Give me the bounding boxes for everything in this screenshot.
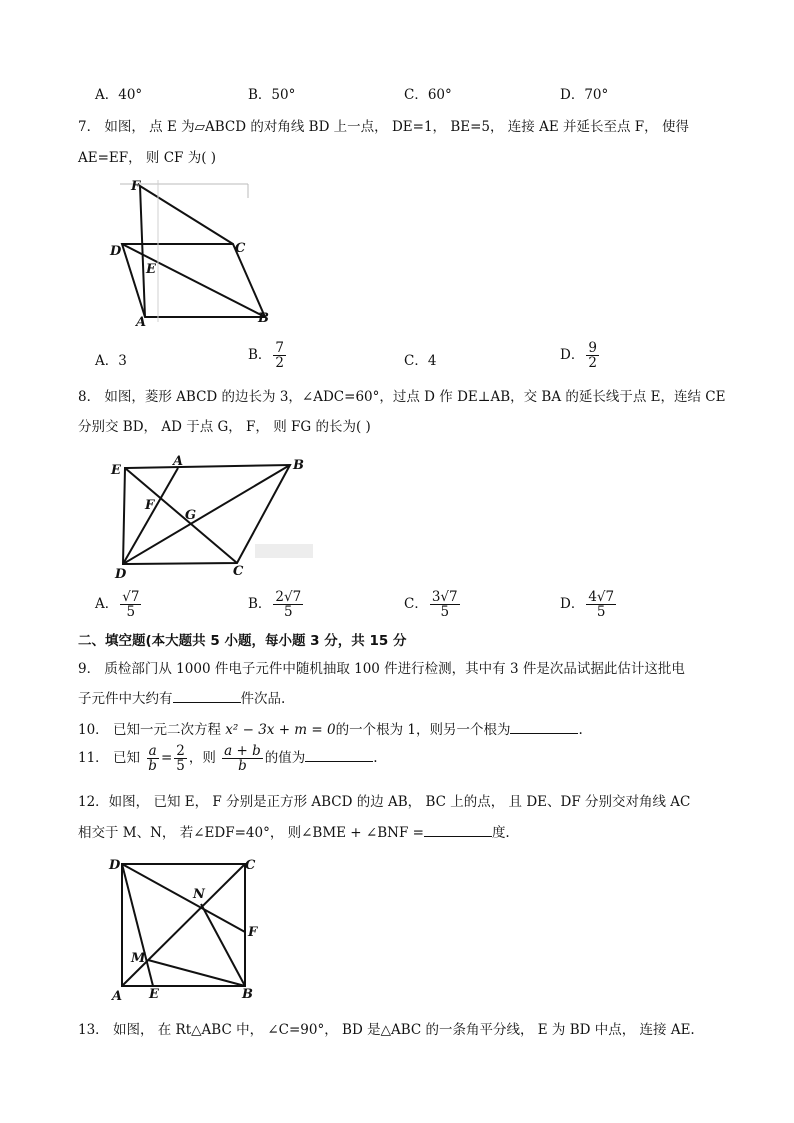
q8-option-c [404, 590, 462, 619]
q7-option-d-prefix: D． [560, 347, 585, 364]
q8-label-g: G [185, 508, 197, 523]
q7-option-d [560, 341, 601, 370]
q7-label-a: A [136, 315, 147, 330]
q7-option-b-fraction [273, 341, 286, 370]
q10-suffix: 的一个根为 1，则另一个根为 [335, 722, 511, 738]
q12-label-a: A [112, 989, 123, 1004]
q7-option-c: C．4 [404, 353, 437, 369]
q8-label-d: D [115, 567, 127, 582]
q8-label-c: C [233, 564, 244, 579]
q10-prefix: 10． 已知一元二次方程 [78, 722, 221, 738]
q12-answer-blank [424, 824, 492, 837]
q6-option-b: B．50° [248, 87, 296, 103]
q13-text-line1: 13． 如图， 在 Rt△ABC 中， ∠C=90°， BD 是△ABC 的一条角平分线， E 为 BD 中点， 连接 AE. [78, 1022, 695, 1038]
q8-text-line1: 8． 如图，菱形 ABCD 的边长为 3，∠ADC=60°，过点 D 作 DE⊥AB，交 BA 的延长线于点 E，连结 CE [78, 389, 726, 405]
q12-label-b: B [242, 987, 253, 1002]
q10-equation: x² − 3x + m = 0 [225, 722, 336, 738]
q11-fraction-2-over-5 [174, 744, 187, 773]
q6-option-a: A．40° [95, 87, 143, 103]
q8-option-a [95, 590, 143, 619]
q6-option-d: D．70° [560, 87, 609, 103]
q8-option-d-den: 5 [596, 604, 606, 621]
q10-answer-blank [510, 721, 578, 734]
q7-label-e: E [146, 262, 156, 277]
q11-prefix: 11． 已知 [78, 750, 140, 767]
q10-end: . [578, 722, 583, 738]
q11-f1-den: b [148, 758, 157, 775]
q8-label-a: A [173, 454, 184, 469]
q8-option-c-den: 5 [440, 604, 450, 621]
q7-text-line1: 7． 如图， 点 E 为▱ABCD 的对角线 BD 上一点， DE=1， BE=5， 连接 AE 并延长至点 F， 使得 [78, 119, 689, 135]
q8-option-b-fraction [273, 590, 303, 619]
q8-option-a-prefix: A． [95, 596, 119, 613]
q7-option-d-num: 9 [588, 340, 597, 356]
q6-option-c: C．60° [404, 87, 452, 103]
q11-fraction-apb-over-b [222, 744, 263, 773]
q8-option-d [560, 590, 618, 619]
q8-option-b [248, 590, 305, 619]
q8-option-d-prefix: D． [560, 596, 585, 613]
q12-label-f: F [248, 925, 258, 940]
q8-option-b-prefix: B． [248, 596, 272, 613]
q8-option-a-num: √7 [122, 589, 140, 605]
q8-option-a-den: 5 [126, 604, 136, 621]
q11-f3-num: a + b [224, 743, 261, 759]
q11-fraction-a-over-b [146, 744, 159, 773]
q8-option-c-prefix: C． [404, 596, 428, 613]
q8-rhombus-figure [105, 452, 320, 587]
q8-option-b-den: 5 [284, 604, 293, 621]
q7-text-line2: AE=EF， 则 CF 为( ) [78, 150, 217, 166]
q9-text-line1: 9． 质检部门从 1000 件电子元件中随机抽取 100 件进行检测，其中有 3 件是次品试据此估计这批电 [78, 661, 685, 677]
q10-text [78, 718, 583, 738]
q12-label-n: N [193, 887, 205, 902]
q11-answer-blank [305, 749, 373, 762]
q11-f2-num: 2 [176, 743, 185, 759]
q12-square-figure [105, 852, 265, 1004]
q7-option-d-fraction [586, 341, 599, 370]
q12-line2-start: 相交于 M、N， 若∠EDF=40°， 则∠BME + ∠BNF = [78, 825, 424, 841]
q7-label-d: D [110, 244, 122, 259]
q12-label-c: C [245, 858, 256, 873]
q11-text [78, 744, 378, 773]
q8-text-line2: 分别交 BD， AD 于点 G， F， 则 FG 的长为( ) [78, 419, 371, 435]
q11-equals: = [160, 750, 173, 767]
q9-line2-end: 件次品. [240, 691, 286, 707]
q7-option-b-num: 7 [275, 340, 285, 356]
q8-label-f: F [145, 498, 155, 513]
q7-option-b [248, 341, 288, 370]
q9-line2-start: 子元件中大约有 [78, 691, 173, 707]
q11-suffix: 的值为 [264, 750, 306, 767]
q7-option-b-prefix: B． [248, 347, 272, 364]
q9-text-line2 [78, 687, 285, 707]
q12-text-line2 [78, 821, 510, 841]
q12-label-d: D [109, 858, 121, 873]
q8-option-d-fraction [586, 590, 616, 619]
q8-label-b: B [293, 458, 304, 473]
q12-label-e: E [149, 987, 159, 1002]
q7-label-c: C [235, 241, 246, 256]
q11-f3-den: b [238, 758, 247, 775]
q8-option-c-num: 3√7 [431, 589, 458, 605]
section-2-heading: 二、填空题(本大题共 5 小题，每小题 3 分，共 15 分 [78, 633, 407, 649]
q7-option-b-den: 2 [275, 355, 285, 372]
q12-text-line1: 12．如图， 已知 E， F 分别是正方形 ABCD 的边 AB， BC 上的点， 且 DE、DF 分别交对角线 AC [78, 794, 691, 810]
q9-answer-blank [173, 690, 241, 703]
q11-f2-den: 5 [176, 758, 185, 775]
q11-mid: ，则 [188, 750, 216, 767]
q12-line2-end: 度. [491, 825, 510, 841]
q7-option-a: A．3 [95, 353, 127, 369]
q8-option-d-num: 4√7 [588, 589, 615, 605]
q8-option-c-fraction [430, 590, 460, 619]
q11-end: . [373, 750, 378, 767]
q8-option-a-fraction [120, 590, 141, 619]
q8-option-b-num: 2√7 [275, 589, 302, 605]
q8-label-e: E [111, 463, 121, 478]
q7-option-d-den: 2 [588, 355, 597, 372]
q7-label-f: F [131, 179, 141, 194]
q11-f1-num: a [148, 743, 157, 759]
q12-label-m: M [131, 951, 146, 966]
q7-label-b: B [258, 311, 269, 326]
q7-parallelogram-figure [100, 172, 280, 332]
